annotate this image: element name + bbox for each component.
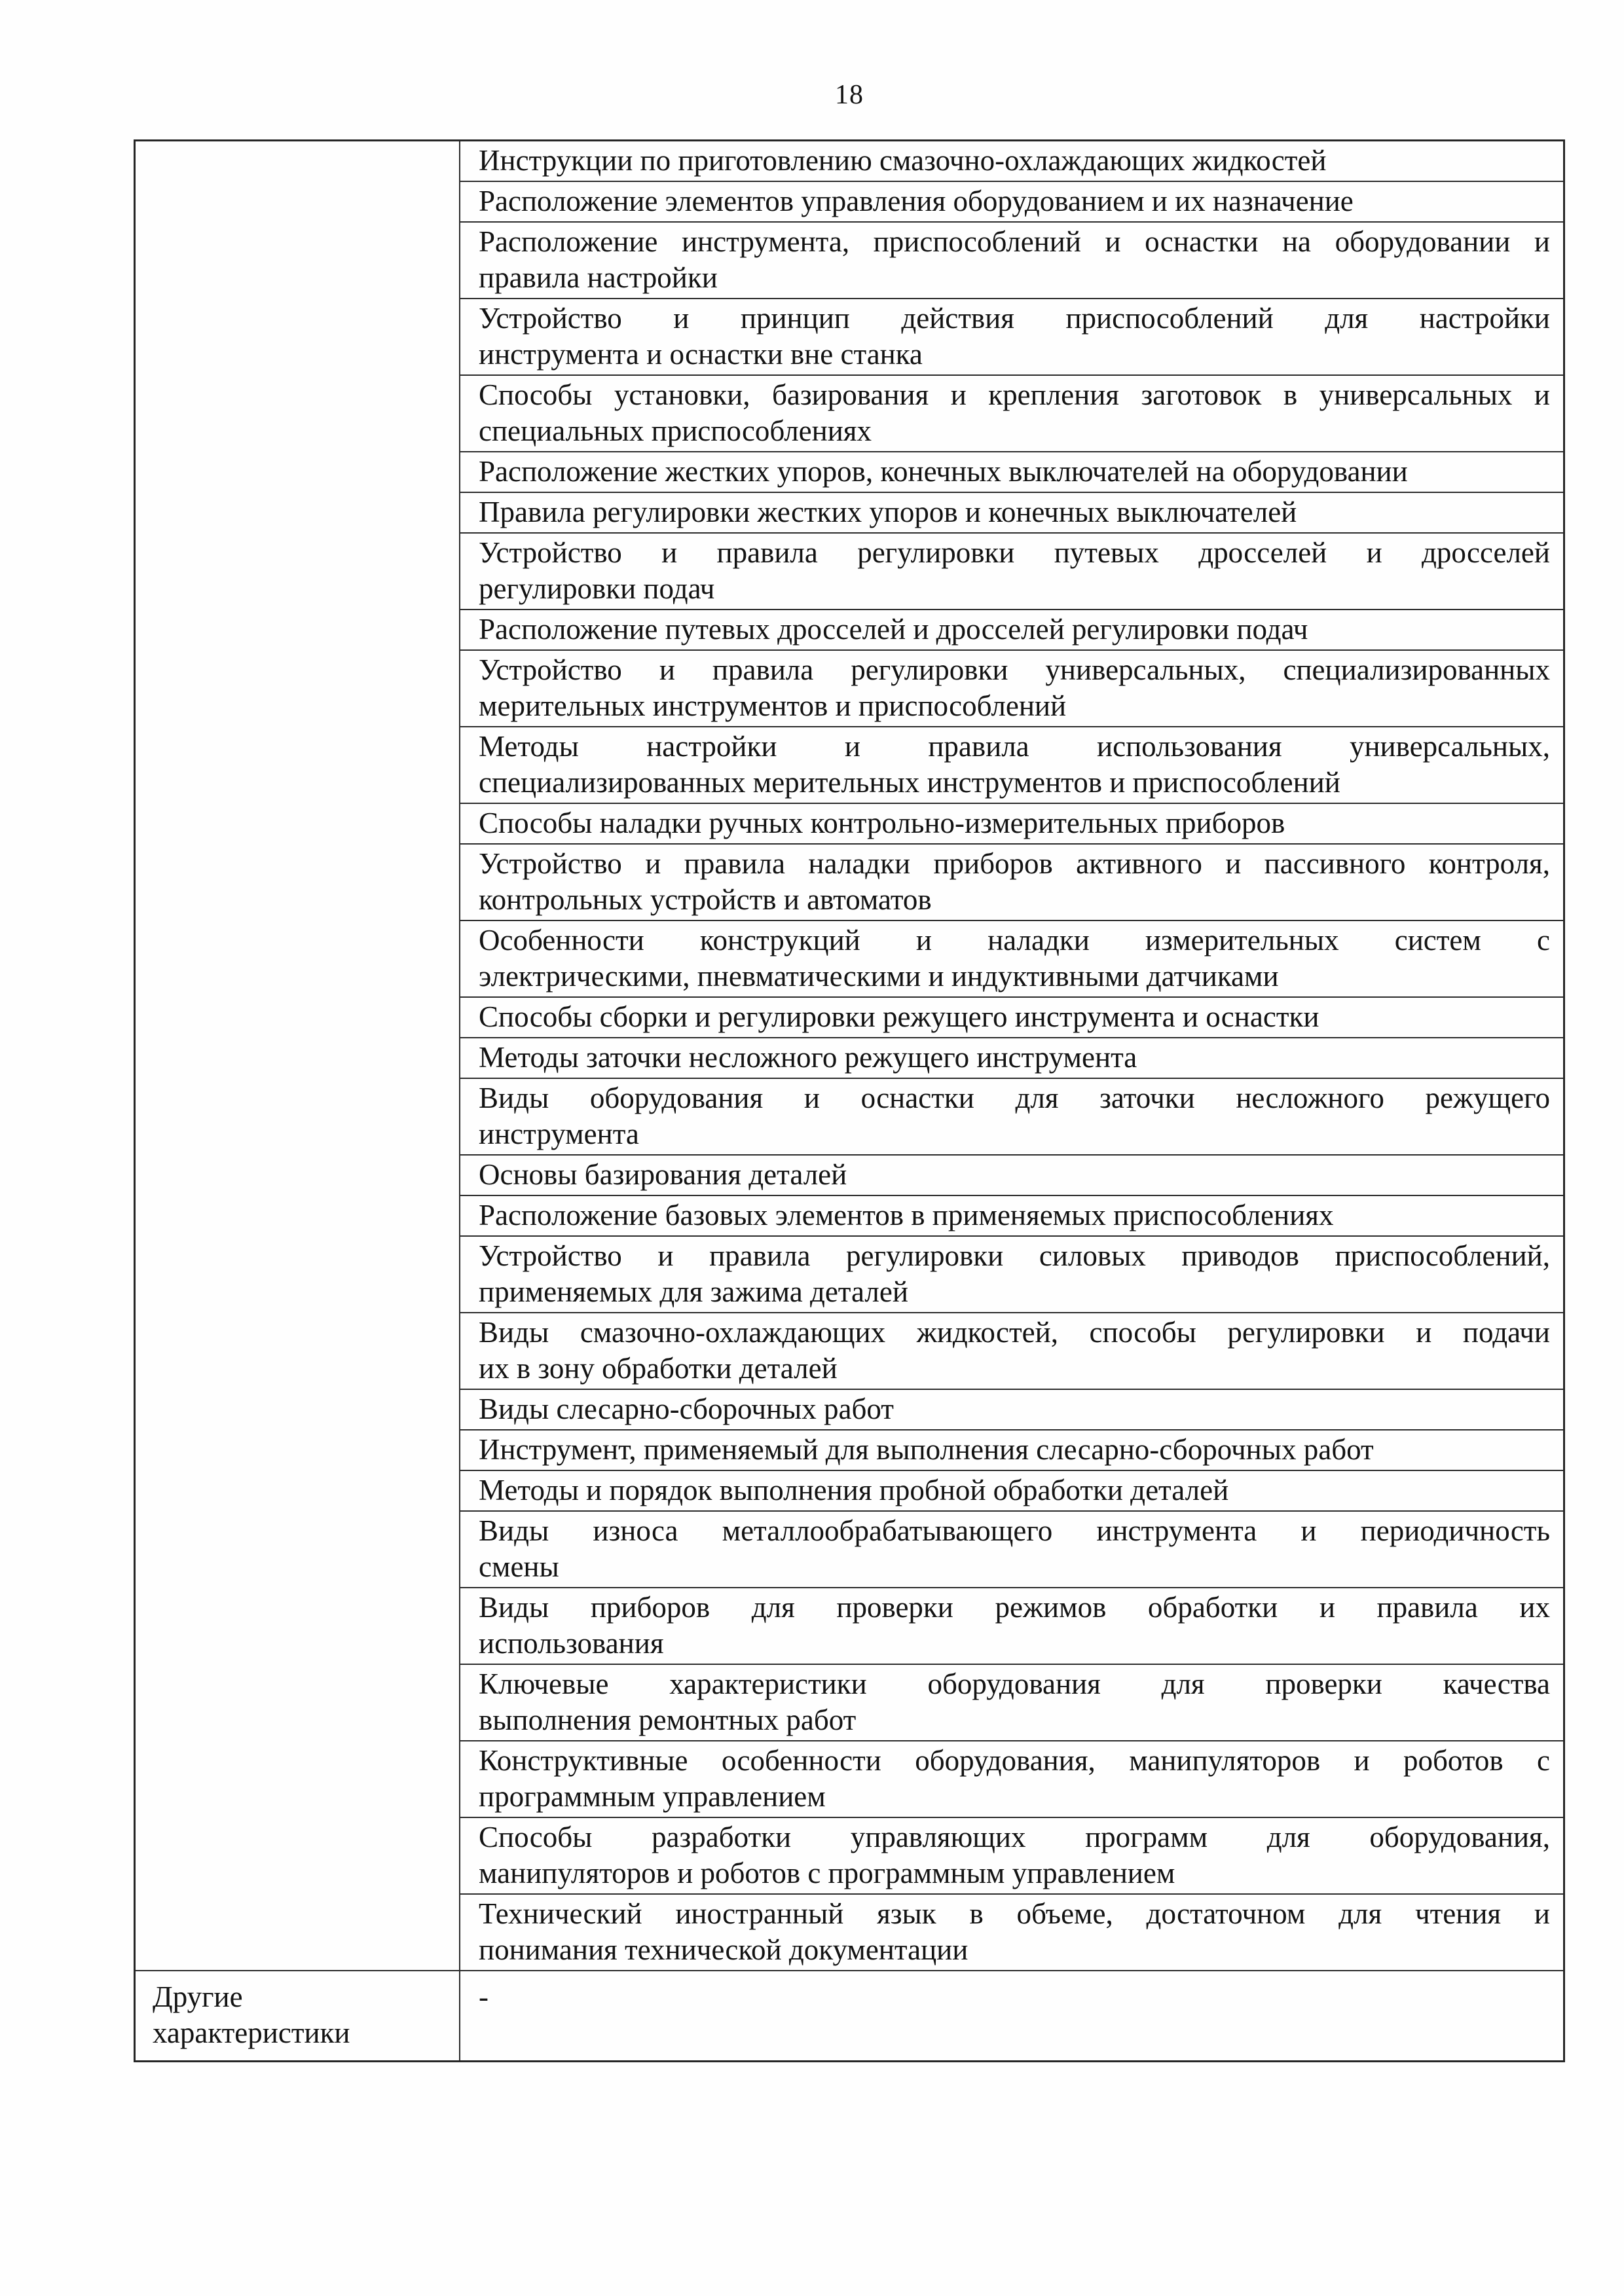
- knowledge-item-row: [460, 1196, 1563, 1237]
- other-characteristics-value: -: [479, 1980, 489, 2013]
- knowledge-item-row: [460, 1038, 1563, 1079]
- knowledge-item-row: [460, 182, 1563, 223]
- knowledge-item-line: регулировки подач: [479, 572, 715, 605]
- knowledge-item-row: [460, 299, 1563, 376]
- knowledge-item-line: программным управлением: [479, 1780, 826, 1813]
- knowledge-item-line: Расположение элементов управления оборудованием и их назначение: [479, 185, 1354, 217]
- knowledge-item-line: Виды смазочно-охлаждающих жидкостей, способы регулировки и подачи: [479, 1316, 1550, 1349]
- knowledge-item-row: [460, 1588, 1563, 1665]
- knowledge-item-line: Особенности конструкций и наладки измерительных систем с: [479, 924, 1550, 957]
- knowledge-item-row: [460, 998, 1563, 1038]
- knowledge-item-row: [460, 651, 1563, 727]
- knowledge-item-row: [460, 376, 1563, 452]
- knowledge-item-line: Расположение жестких упоров, конечных выключателей на оборудовании: [479, 455, 1408, 488]
- knowledge-item-line: использования: [479, 1627, 664, 1660]
- knowledge-item-line: Способы сборки и регулировки режущего инструмента и оснастки: [479, 1000, 1320, 1033]
- characteristics-table: [134, 139, 1565, 2062]
- knowledge-item-line: Устройство и правила наладки приборов активного и пассивного контроля,: [479, 847, 1550, 880]
- knowledge-item-line: мерительных инструментов и приспособлений: [479, 689, 1067, 722]
- knowledge-item-row: [460, 223, 1563, 299]
- knowledge-item-row: [460, 1156, 1563, 1196]
- knowledge-item-line: Методы и порядок выполнения пробной обработки деталей: [479, 1474, 1229, 1506]
- knowledge-item-line: Основы базирования деталей: [479, 1158, 847, 1191]
- knowledge-item-line: Устройство и правила регулировки путевых дросселей и дросселей: [479, 536, 1550, 569]
- knowledge-item-line: Виды приборов для проверки режимов обработки и правила их: [479, 1591, 1550, 1624]
- knowledge-item-line: Расположение инструмента, приспособлений и оснастки на оборудовании и: [479, 225, 1550, 258]
- knowledge-item-line: Правила регулировки жестких упоров и конечных выключателей: [479, 496, 1297, 528]
- knowledge-item-line: Устройство и правила регулировки универсальных, специализированных: [479, 653, 1550, 686]
- knowledge-item-line: Ключевые характеристики оборудования для проверки качества: [479, 1667, 1550, 1700]
- knowledge-item-line: правила настройки: [479, 261, 718, 294]
- knowledge-item-line: Расположение базовых элементов в применяемых приспособлениях: [479, 1199, 1334, 1231]
- knowledge-item-row: [460, 610, 1563, 651]
- knowledge-item-row: [460, 1741, 1563, 1818]
- knowledge-items-cell: [460, 141, 1563, 1970]
- knowledge-item-line: Расположение путевых дросселей и дросселей регулировки подач: [479, 613, 1308, 646]
- knowledge-item-line: Устройство и правила регулировки силовых приводов приспособлений,: [479, 1239, 1550, 1272]
- knowledge-item-line: Виды оборудования и оснастки для заточки несложного режущего: [479, 1082, 1550, 1114]
- knowledge-item-row: [460, 452, 1563, 493]
- knowledge-item-line: электрическими, пневматическими и индуктивными датчиками: [479, 960, 1279, 993]
- knowledge-item-line: инструмента и оснастки вне станка: [479, 338, 923, 371]
- knowledge-item-row: [460, 804, 1563, 845]
- knowledge-item-line: применяемых для зажима деталей: [479, 1275, 908, 1308]
- other-characteristics-label-cell: [136, 1971, 460, 2060]
- other-characteristics-row: [136, 1971, 1563, 2060]
- knowledge-item-row: [460, 1390, 1563, 1430]
- knowledge-item-line: Виды износа металлообрабатывающего инструмента и периодичность: [479, 1514, 1550, 1547]
- knowledge-item-row: [460, 1079, 1563, 1156]
- other-characteristics-label: Другие характеристики: [153, 1980, 350, 2049]
- knowledge-item-line: Способы наладки ручных контрольно-измерительных приборов: [479, 807, 1285, 839]
- knowledge-item-row: [460, 141, 1563, 182]
- knowledge-item-row: [460, 1430, 1563, 1471]
- knowledge-item-row: [460, 1313, 1563, 1390]
- knowledge-item-row: [460, 1512, 1563, 1588]
- knowledge-item-row: [460, 845, 1563, 921]
- knowledge-item-line: Методы заточки несложного режущего инструмента: [479, 1041, 1137, 1074]
- knowledge-item-row: [460, 493, 1563, 534]
- knowledge-item-row: [460, 1471, 1563, 1512]
- knowledge-item-line: Инструмент, применяемый для выполнения слесарно-сборочных работ: [479, 1433, 1374, 1466]
- knowledge-item-row: [460, 727, 1563, 804]
- knowledge-item-line: специальных приспособлениях: [479, 414, 872, 447]
- knowledge-item-line: манипуляторов и роботов с программным управлением: [479, 1857, 1175, 1889]
- knowledge-item-line: Виды слесарно-сборочных работ: [479, 1393, 894, 1425]
- knowledge-item-line: Методы настройки и правила использования универсальных,: [479, 730, 1550, 763]
- knowledge-section-row: [136, 141, 1563, 1971]
- knowledge-item-line: Способы разработки управляющих программ для оборудования,: [479, 1821, 1550, 1853]
- knowledge-item-line: Инструкции по приготовлению смазочно-охлаждающих жидкостей: [479, 144, 1327, 177]
- knowledge-item-line: смены: [479, 1550, 559, 1583]
- knowledge-item-line: Технический иностранный язык в объеме, достаточном для чтения и: [479, 1897, 1550, 1930]
- empty-left-cell: [136, 141, 460, 1970]
- knowledge-item-row: [460, 1237, 1563, 1313]
- knowledge-item-line: контрольных устройств и автоматов: [479, 883, 932, 916]
- knowledge-item-row: [460, 534, 1563, 610]
- page-number: 18: [835, 80, 864, 110]
- knowledge-item-row: [460, 1895, 1563, 1970]
- knowledge-item-line: их в зону обработки деталей: [479, 1352, 838, 1385]
- knowledge-item-line: Способы установки, базирования и крепления заготовок в универсальных и: [479, 378, 1550, 411]
- knowledge-item-row: [460, 1665, 1563, 1741]
- knowledge-item-line: специализированных мерительных инструментов и приспособлений: [479, 766, 1340, 799]
- other-characteristics-value-cell: [460, 1971, 1563, 2060]
- knowledge-item-line: инструмента: [479, 1118, 639, 1150]
- knowledge-item-row: [460, 1818, 1563, 1895]
- knowledge-item-line: Устройство и принцип действия приспособлений для настройки: [479, 302, 1550, 335]
- knowledge-item-line: Конструктивные особенности оборудования, манипуляторов и роботов с: [479, 1744, 1550, 1777]
- knowledge-item-row: [460, 921, 1563, 998]
- knowledge-item-line: выполнения ремонтных работ: [479, 1704, 857, 1736]
- knowledge-item-line: понимания технической документации: [479, 1933, 969, 1966]
